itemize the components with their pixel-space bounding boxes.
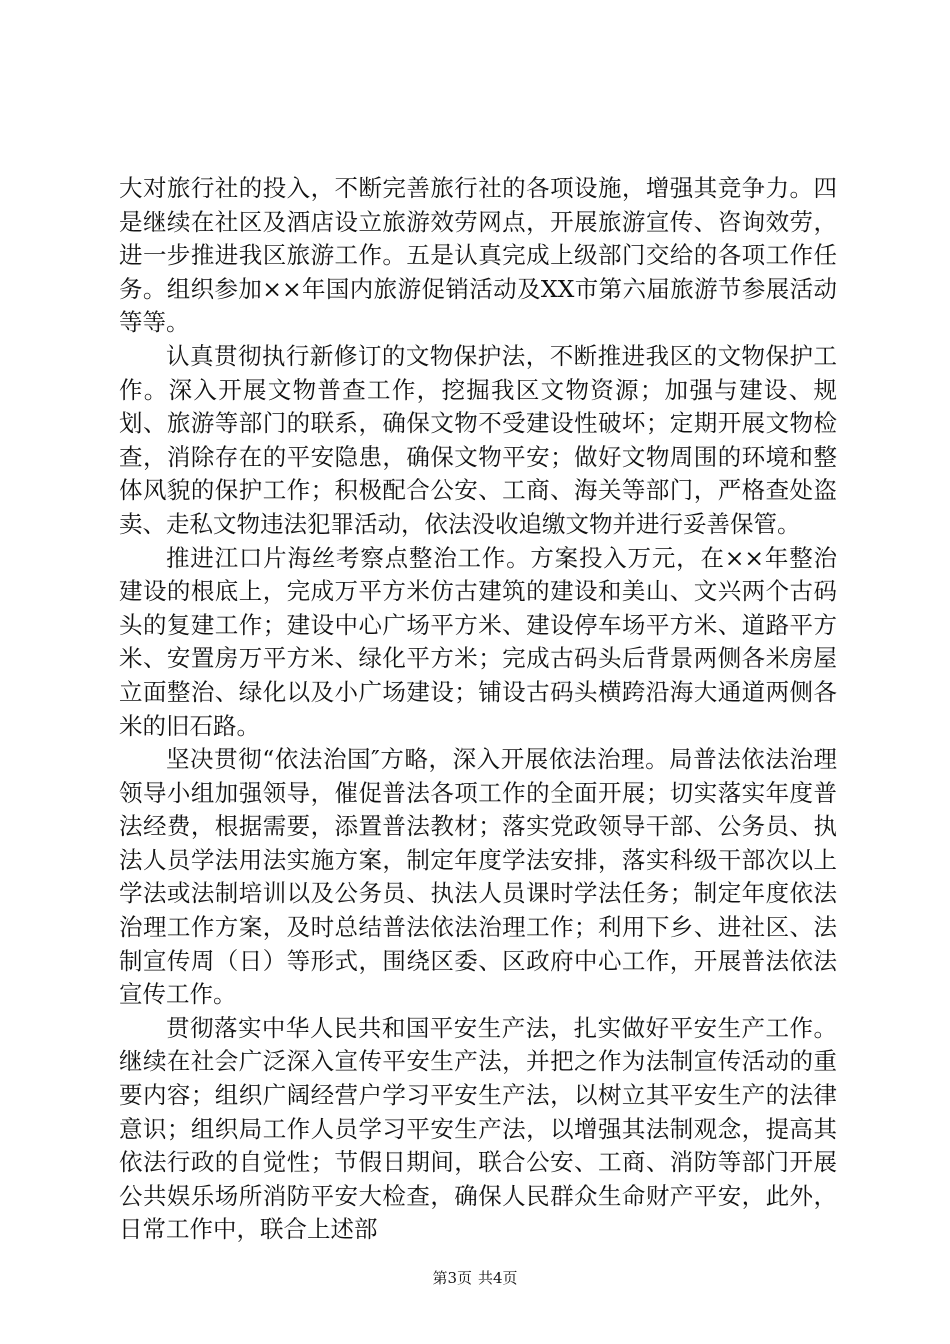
paragraph-safety-production: 贯彻落实中华人民共和国平安生产法，扎实做好平安生产工作。继续在社会广泛深入宣传平安生产法，并把之作为法制宣传活动的重要内容；组织广阔经营户学习平安生产法，以树立其平安生产的法律意识；组织局工作人员学习平安生产法，以增强其法制观念，提高其依法行政的自觉性；节假日期间，联合公安、工商、消防等部门开展公共娱乐场所消防平安大检查，确保人民群众生命财产平安，此外，日常工作中，联合上述部	[119, 1013, 837, 1244]
document-body	[119, 172, 837, 1247]
paragraph-jiangkou-site: 推进江口片海丝考察点整治工作。方案投入万元，在××年整治建设的根底上，完成万平方米仿古建筑的建设和美山、文兴两个古码头的复建工作；建设中心广场平方米、建设停车场平方米、道路平方米、安置房万平方米、绿化平方米；完成古码头后背景两侧各米房屋立面整治、绿化以及小广场建设；铺设古码头横跨沿海大通道两侧各米的旧石路。	[119, 543, 837, 740]
page-number: 第3页	[432, 1269, 472, 1287]
page-footer	[0, 1268, 950, 1288]
paragraph-continued: 大对旅行社的投入，不断完善旅行社的各项设施，增强其竞争力。四是继续在社区及酒店设立旅游效劳网点，开展旅游宣传、咨询效劳，进一步推进我区旅游工作。五是认真完成上级部门交给的各项工作任务。组织参加××年国内旅游促销活动及XX市第六届旅游节参展活动等等。	[119, 174, 837, 337]
paragraph-cultural-relics: 认真贯彻执行新修订的文物保护法，不断推进我区的文物保护工作。深入开展文物普查工作，挖掘我区文物资源；加强与建设、规划、旅游等部门的联系，确保文物不受建设性破坏；定期开展文物检查，消除存在的平安隐患，确保文物平安；做好文物周围的环境和整体风貌的保护工作；积极配合公安、工商、海关等部门，严格查处盗卖、走私文物违法犯罪活动，依法没收追缴文物并进行妥善保管。	[119, 341, 837, 538]
page-total: 共4页	[478, 1269, 518, 1287]
paragraph-rule-of-law: 坚决贯彻“依法治国″方略，深入开展依法治理。局普法依法治理领导小组加强领导，催促普法各项工作的全面开展；切实落实年度普法经费，根据需要，添置普法教材；落实党政领导干部、公务员、执法人员学法用法实施方案，制定年度学法安排，落实科级干部次以上学法或法制培训以及公务员、执法人员课时学法任务；制定年度依法治理工作方案，及时总结普法依法治理工作；利用下乡、进社区、法制宣传周（日）等形式，围绕区委、区政府中心工作，开展普法依法宣传工作。	[119, 745, 837, 1009]
